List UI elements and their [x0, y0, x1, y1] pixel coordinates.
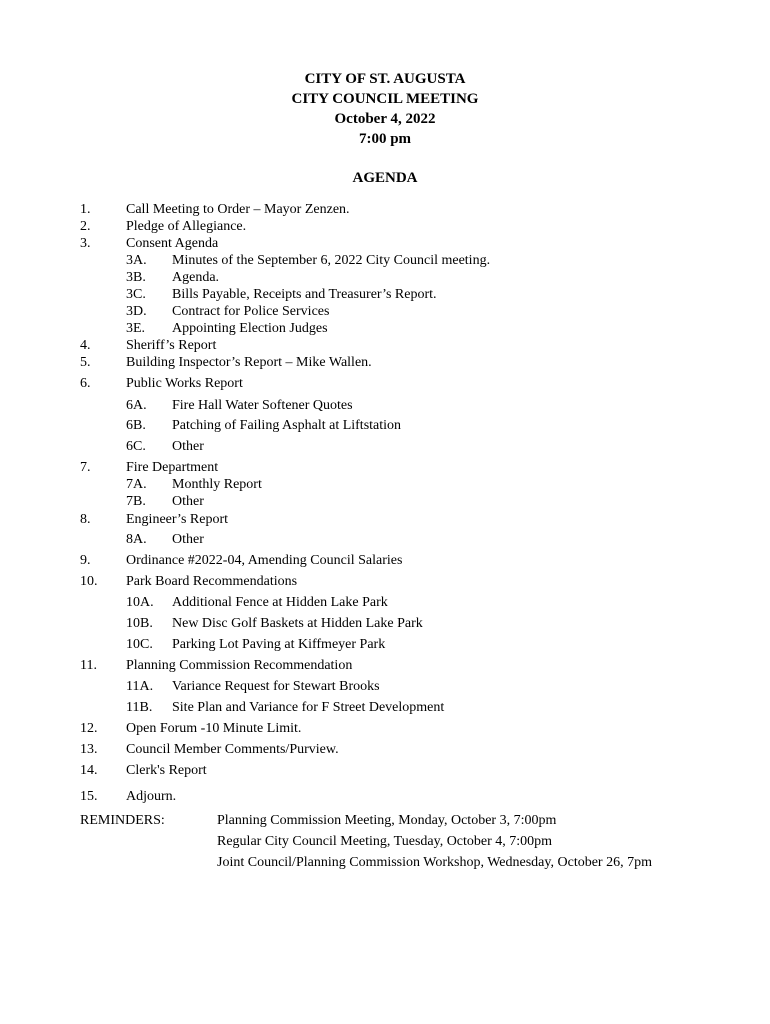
agenda-item-number: 10. [80, 574, 98, 589]
agenda-item-text: Call Meeting to Order – Mayor Zenzen. [126, 202, 350, 217]
meeting-type-heading: CITY COUNCIL MEETING [291, 91, 479, 107]
agenda-subitem-text: New Disc Golf Baskets at Hidden Lake Park [172, 616, 423, 631]
agenda-subitem-number: 3B. [126, 270, 146, 285]
agenda-item-text: Ordinance #2022-04, Amending Council Salaries [126, 553, 403, 568]
city-name-heading: CITY OF ST. AUGUSTA [304, 71, 466, 87]
agenda-subitem-number: 7B. [126, 494, 146, 509]
agenda-subitem-text: Monthly Report [172, 477, 262, 492]
agenda-item-number: 13. [80, 742, 98, 757]
agenda-subitem-text: Other [172, 494, 204, 509]
agenda-subitem-number: 7A. [126, 477, 147, 492]
agenda-item-number: 8. [80, 512, 91, 527]
agenda-item-text: Open Forum -10 Minute Limit. [126, 721, 302, 736]
agenda-subitem-text: Site Plan and Variance for F Street Development [172, 700, 445, 715]
agenda-subitem-number: 10C. [126, 637, 153, 652]
agenda-item-text: Pledge of Allegiance. [126, 219, 247, 234]
agenda-subitem-number: 3E. [126, 321, 146, 336]
agenda-subitem-number: 6C. [126, 439, 146, 454]
agenda-subitem-number: 3D. [126, 304, 147, 319]
agenda-subitem-text: Parking Lot Paving at Kiffmeyer Park [172, 637, 386, 652]
agenda-item-number: 14. [80, 763, 98, 778]
agenda-subitem-number: 11A. [126, 679, 154, 694]
agenda-item-text: Sheriff’s Report [126, 338, 217, 353]
agenda-subitem-number: 3C. [126, 287, 146, 302]
agenda-subitem-text: Fire Hall Water Softener Quotes [172, 398, 353, 413]
reminder-text: Regular City Council Meeting, Tuesday, October 4, 7:00pm [217, 834, 553, 849]
agenda-subitem-number: 3A. [126, 253, 147, 268]
agenda-item-number: 1. [80, 202, 91, 217]
agenda-item-number: 9. [80, 553, 91, 568]
agenda-subitem-text: Other [172, 439, 204, 454]
agenda-item-number: 3. [80, 236, 91, 251]
agenda-item-number: 4. [80, 338, 91, 353]
agenda-subitem-text: Additional Fence at Hidden Lake Park [172, 595, 388, 610]
reminder-text: Joint Council/Planning Commission Workshop, Wednesday, October 26, 7pm [217, 855, 652, 870]
agenda-subitem-number: 8A. [126, 532, 147, 547]
agenda-item-text: Fire Department [126, 460, 219, 475]
agenda-item-text: Building Inspector’s Report – Mike Wallen. [126, 355, 372, 370]
reminders-label: REMINDERS: [80, 813, 165, 828]
agenda-item-number: 5. [80, 355, 91, 370]
agenda-title: AGENDA [352, 170, 418, 186]
agenda-subitem-number: 6B. [126, 418, 146, 433]
agenda-subitem-text: Agenda. [172, 270, 220, 285]
agenda-item-number: 15. [80, 789, 98, 804]
agenda-item-number: 11. [80, 658, 97, 673]
agenda-subitem-text: Appointing Election Judges [172, 321, 328, 336]
agenda-subitem-text: Contract for Police Services [172, 304, 330, 319]
agenda-subitem-text: Patching of Failing Asphalt at Liftstation [172, 418, 402, 433]
agenda-item-number: 7. [80, 460, 91, 475]
agenda-item-text: Planning Commission Recommendation [126, 658, 353, 673]
agenda-subitem-number: 10B. [126, 616, 153, 631]
agenda-subitem-text: Variance Request for Stewart Brooks [172, 679, 380, 694]
agenda-item-number: 6. [80, 376, 91, 391]
agenda-item-text: Engineer’s Report [126, 512, 228, 527]
agenda-item-number: 2. [80, 219, 91, 234]
meeting-date-heading: October 4, 2022 [334, 111, 436, 127]
agenda-item-text: Adjourn. [126, 789, 177, 804]
agenda-item-number: 12. [80, 721, 98, 736]
agenda-subitem-text: Bills Payable, Receipts and Treasurer’s Report. [172, 287, 437, 302]
agenda-item-text: Consent Agenda [126, 236, 219, 251]
meeting-time-heading: 7:00 pm [358, 131, 412, 147]
agenda-subitem-number: 10A. [126, 595, 154, 610]
agenda-item-text: Council Member Comments/Purview. [126, 742, 339, 757]
agenda-item-text: Park Board Recommendations [126, 574, 298, 589]
agenda-item-text: Clerk's Report [126, 763, 207, 778]
agenda-subitem-number: 11B. [126, 700, 153, 715]
agenda-subitem-number: 6A. [126, 398, 147, 413]
agenda-item-text: Public Works Report [126, 376, 243, 391]
reminder-text: Planning Commission Meeting, Monday, October 3, 7:00pm [217, 813, 557, 828]
agenda-subitem-text: Other [172, 532, 204, 547]
agenda-subitem-text: Minutes of the September 6, 2022 City Council meeting. [172, 253, 491, 268]
